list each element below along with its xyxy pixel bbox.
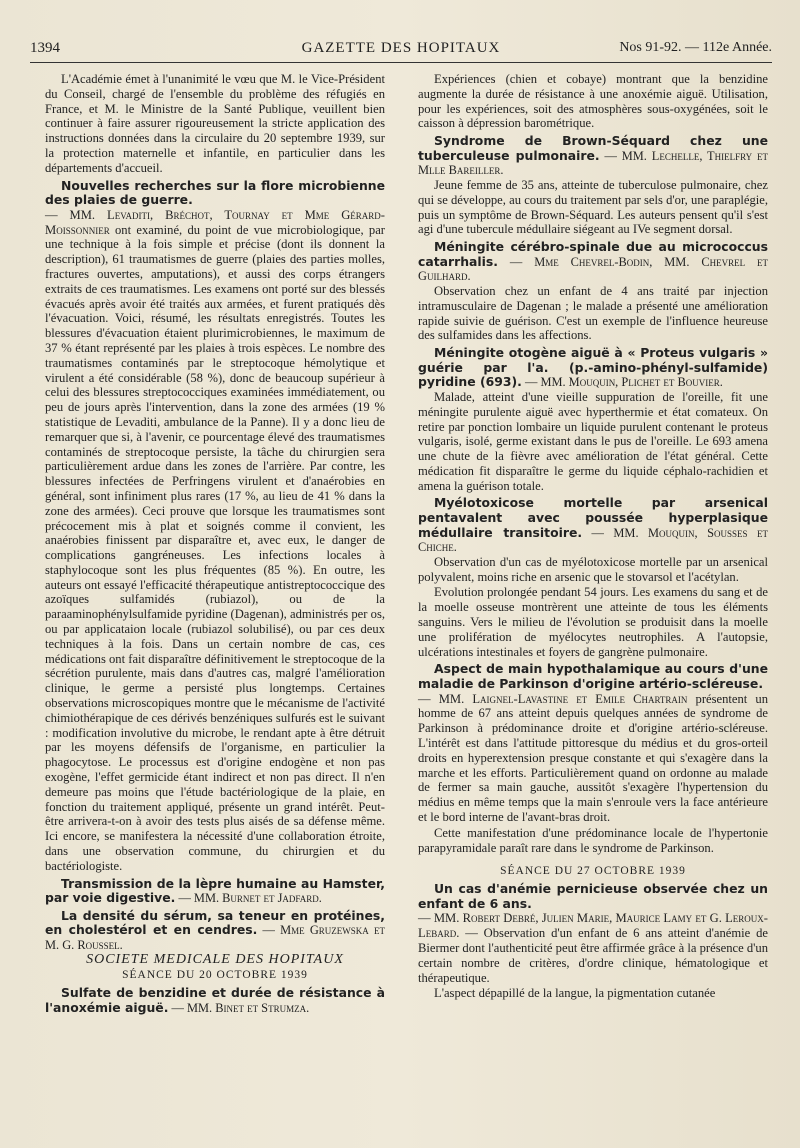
article-body: Jeune femme de 35 ans, atteinte de tuberculose pulmonaire, chez qui se développe, au cours du traitement par sels d'or, une paraplégie, puis un symptôme de Brown-Séquard. Les auteurs pensent qu'il s'est agi d'une tubercule médullaire siégeant au IVe segment dorsal. xyxy=(418,177,768,237)
article-body: Observation chez un enfant de 4 ans traité par injection intramusculaire de Dagenan ; le malade a présenté une amélioration rapide suivie de guérison. C'est un exemple de l'influence heureuse des sulfamides dans les affections. xyxy=(418,283,768,343)
article-heading: Un cas d'anémie pernicieuse observée chez un enfant de 6 ans. xyxy=(418,881,768,911)
article-authors: — MM. Robert Debré, Julien Marie, Maurice Lamy et G. Leroux-Lebard. xyxy=(418,911,768,941)
article-authors: — MM. Mouquin, Plichet et Bouvier. xyxy=(521,375,723,390)
article-authors: — MM. Binet et Strumza. xyxy=(168,1000,310,1015)
header-rule xyxy=(30,62,772,63)
article-heading: Aspect de main hypothalamique au cours d'une maladie de Parkinson d'origine artério-scléreuse. xyxy=(418,661,768,692)
article-heading: Méningite cérébro-spinale due au micrococcus catarrhalis. — Mme Chevrel-Bodin, MM. Chevrel et Guilhard. xyxy=(418,239,768,284)
article-authors: — MM. Laignel-Lavastine et Emile Chartrain xyxy=(418,691,688,706)
article-heading: Nouvelles recherches sur la flore microbienne des plaies de guerre. xyxy=(45,177,385,208)
article-heading: Syndrome de Brown-Séquard chez une tuberculeuse pulmonaire. — MM. Lechelle, Thielfry et Mlle Bareiller. xyxy=(418,133,768,178)
page-number: 1394 xyxy=(30,40,60,56)
article-body: Malade, atteint d'une vieille suppuration de l'oreille, fit une méningite purulente aiguë avec hyperthermie et état comateux. On retire par ponction lombaire un liquide purulent contenant le proteus vulgaris, isolé, germe existant dans le pus de l'oreille. Le 693 amena une chute de la fièvre avec amélioration de l'état général. Cette médication fit disparaître le germe du liquide céphalo-rachidien et amena la guérison totale. xyxy=(418,389,768,493)
article-body: L'aspect dépapillé de la langue, la pigmentation cutanée xyxy=(434,986,716,1001)
article-authors: — MM. Mouquin, Sousses et Chiche. xyxy=(418,525,768,555)
article-heading: Méningite otogène aiguë à « Proteus vulgaris » guérie par l'a. (p.-amino-phényl-sulfamide) pyridine (693). — MM. Mouquin, Plichet et Bouvier. xyxy=(418,345,768,390)
journal-title: GAZETTE DES HOPITAUX xyxy=(301,40,501,56)
academy-resolution: L'Académie émet à l'unanimité le vœu que M. le Vice-Président du Conseil, chargé de l'ensemble du problème des réfugiés en France, et M. le Ministre de la Santé Publique, veuillent bien continuer à faire assurer rigoureusement la stricte application des instructions données dans la circulaire du 20 septembre 1939, sur la protection maternelle et infantile, en particulier dans les départements d'accueil. xyxy=(45,72,385,175)
article-authors: — Mme Chevrel-Bodin, MM. Chevrel et Guilhard. xyxy=(418,254,768,284)
article-body: — MM. Levaditi, Bréchot, Tournay et Mme Gérard-Moissonnier ont examiné, du point de vue microbiologique, par une technique à la fois simple et précise (dont ils donnent la description), 61 traumatismes de guerre (plaies des parties molles, fractures ouvertes, amputations), et aussi des corps étrangers extraits de ces traumatismes. Les examens ont porté sur des blessés évacués après avoir été traités aux armées, et furent pratiqués dès l'évacuation. Voici, résumé, les résultats enregistrés. Toutes les blessures d'évacuation étaient plurimicrobiennes, le maximum de 37 % étant représenté par les plaies à trois espèces. Le nombre des traumatismes contaminés par le streptocoque hémolytique et virulent a été considérable (58 %), donc de beaucoup supérieur à celui des blessures streptococciques examinées immédiatement, ou peu de jours après l'intervention, dans la zone des armées (19 % statistique de Levaditi, ambulance de la Panne). Il y a donc lieu de remarquer que si, à l'avenir, ce pourcentage élevé des traumatismes contaminés de streptocoque persiste, la tâche du chirurgien sera particulièrement ardue dans les zones de l'arrière. Par contre, les blessures infectées de Perfringens virulent et d'anaérobies en général, sont infiniment plus rares (17 %, au lieu de 41 % dans la zone des armées). Ceci prouve que lorsque les traumatismes sont précocement mis à plat et soignés comme il convient, les anaérobies finissent par disparaître et, avec eux, le danger de complications gangréneuses. Les infections locales à staphylocoque sont les plus fréquentes (85 %). En outre, les auteurs ont essayé l'efficacité thérapeutique antistreptococcique des azoïques sulfamidés (rubiazol), ou de la paraaminophénylsulfamide pyridine (Dagenan), administrés per os, ou par applicataion locale (rubiazol solubilisé), ou par ces deux techniques à la fois. Dans un certain nombre de cas, ces médications ont fait disparaître définitivement le streptocoque de la sécrétion purulente, mais dans d'autres cas, malgré l'amélioration clinique, le germe a persisté plus longtemps. Certaines observations microscopiques montre que le mécanisme de l'activité chimiothérapique de ces dérivés benzéniques sulfurés est le suivant : modification involutive du microbe, le rendant apte à être détruit par les moyens défensifs de l'organisme, en particulier la phagocytose. Le processus est d'origine endogène et non pas exogène, l'effet germicide étant indirect et non pas direct. Il n'en demeure pas moins que l'étude bactériologique de la plaie, en fonction du traitement appliqué, présente un grand intérêt. Peut-être arrivera-t-on à avoir des tests plus aisés de sa défense même. Ici encore, se manifestera la nécessité d'une collaboration étroite, dans une observation commune, du chirurgien et du bactériologiste. xyxy=(45,207,385,873)
article-authors: — Mme Gruzewska et M. G. Roussel. xyxy=(45,923,385,952)
article-body: Evolution prolongée pendant 54 jours. Les examens du sang et de la moelle osseuse montrèrent une atteinte de tous les éléments sanguins. Vers le milieu de l'évolution se produisit dans la moelle une prolifération de myélocytes neutrophiles. A l'autopsie, ulcérations intestinales et foyers de gangrène pulmonaire. xyxy=(418,585,768,659)
left-column xyxy=(45,72,385,1015)
article-authors: — MM. Levaditi, Bréchot, Tournay et Mme Gérard-Moissonnier xyxy=(45,207,385,237)
article-heading: Sulfate de benzidine et durée de résistance à l'anoxémie aiguë. — MM. Binet et Strumza. xyxy=(45,985,385,1015)
article-heading: Transmission de la lèpre humaine au Hamster, par voie digestive. — MM. Burnet et Jadfard. xyxy=(45,875,385,906)
session-date: SÉANCE DU 27 OCTOBRE 1939 xyxy=(500,865,686,878)
article-body: — MM. Robert Debré, Julien Marie, Maurice Lamy et G. Leroux-Lebard. — Observation d'un enfant de 6 ans atteint d'anémie de Biermer dont l'authenticité peut être affirmée grâce à la présence d'un certain nombre de critères, d'ordre clinique, hématologique et thérapeutique. xyxy=(418,911,768,985)
article-body: — MM. Laignel-Lavastine et Emile Chartrain présentent un homme de 67 ans atteint depuis quelques années de syndrome de Parkinson à prédominance droite et d'origine artério-scléreuse. L'intérêt est dans l'attitude pittoresque du médius et du gros-orteil droits en hyperextension presque constante et qui s'exagère dans la marche et les efforts. Particulièrement quand on ordonne au malade de fermer sa main gauche, aussitôt s'exagère l'hypertension du médius en même temps que la main s'enroule vers la face antérieure et le bord interne de l'avant-bras droit. xyxy=(418,691,768,824)
article-heading: La densité du sérum, sa teneur en protéines, en cholestérol et en cendres. — Mme Gruzewska et M. G. Roussel. xyxy=(45,907,385,952)
society-heading: SOCIETE MEDICALE DES HOPITAUX xyxy=(86,951,344,967)
article-authors: — MM. Lechelle, Thielfry et Mlle Bareiller. xyxy=(418,148,768,178)
right-column xyxy=(418,72,768,1002)
page-header xyxy=(30,38,772,62)
article-authors: — MM. Burnet et Jadfard. xyxy=(175,891,322,906)
session-date: SÉANCE DU 20 OCTOBRE 1939 xyxy=(122,969,308,982)
article-body: Cette manifestation d'une prédominance locale de l'hypertonie parapyramidale paraît rare dans le syndrome de Parkinson. xyxy=(418,825,768,855)
issue-number: Nos 91-92. — 112e Année. xyxy=(619,40,772,55)
article-body: Observation d'un cas de myélotoxicose mortelle par un arsenical polyvalent, moins riche en arsenic que le stovarsol et l'acétylan. xyxy=(418,554,768,584)
article-heading: Myélotoxicose mortelle par arsenical pentavalent avec poussée hyperplasique médullaire transitoire. — MM. Mouquin, Sousses et Chiche. xyxy=(418,495,768,555)
article-body: Expériences (chien et cobaye) montrant que la benzidine augmente la durée de résistance à une anoxémie aiguë. Utilisation, pour les expériences, soit des atmosphères sous-oxygénées, soit le caisson à dépression barométrique. xyxy=(418,72,768,131)
